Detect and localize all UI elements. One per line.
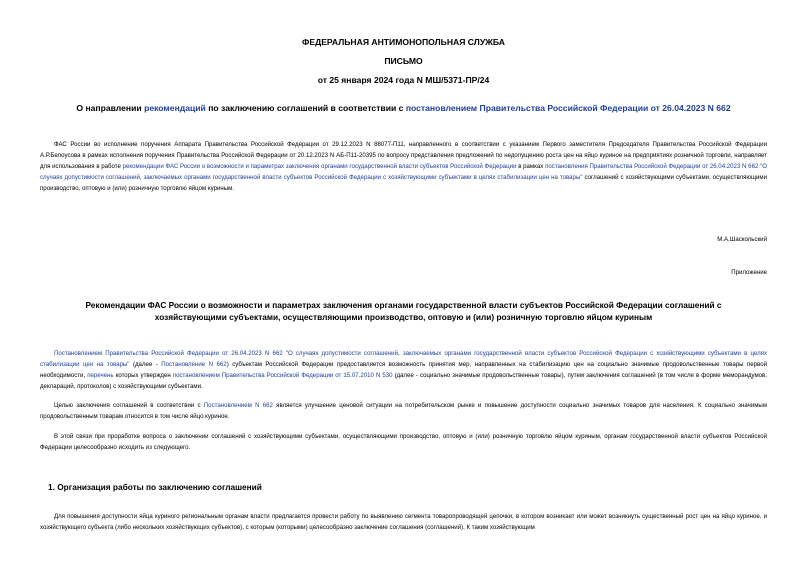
rec-p1-link-resolution-530[interactable]: постановлением Правительства Российской Федерации от 15.07.2010 N 530 — [172, 372, 393, 379]
intro-paragraph — [40, 139, 767, 194]
rec-p1-link-resolution-662[interactable]: Постановлением Правительства Российской Федерации от 26.04.2023 N 662 "О случаях допустимости соглашений, заключаемых органами государственной власти субъектов Российской Федерации с хозяйствующими субъектами в целях стабилизации цен на товары" — [40, 350, 767, 368]
rec-p2-link-resolution-662[interactable]: Постановлением N 662 — [203, 402, 273, 409]
rec-p1-text-3: которых утвержден — [113, 372, 173, 379]
letter-subject — [40, 103, 767, 113]
rec-p1-text-2: ) субъектам Российской Федерации предоставляется возможность принятия мер, направленных на стабилизацию цен на социально значимые продовольственные товары первой необходимости, — [40, 361, 768, 379]
intro-link-recommendations[interactable]: рекомендации ФАС России о возможности и параметрах заключения органами государственной власти субъектов Российской Федерации — [122, 163, 517, 170]
rec-p2-text-1: Целью заключения соглашений в соответствии с — [54, 402, 204, 409]
subject-text-2: по заключению соглашений в соответствии с — [205, 103, 406, 113]
agency-heading: ФЕДЕРАЛЬНАЯ АНТИМОНОПОЛЬНАЯ СЛУЖБА — [302, 37, 505, 47]
rec-p1-text-4: (далее - социально значимые продовольственные товары), путем заключения соглашений (в том числе в форме меморандумов, деклараций, протоколов) с хозяйствующими субъектами. — [40, 372, 767, 390]
section-1-paragraph-1: Для повышения доступности яйца куриного региональным органам власти предлагается провести работу по выявлению сегмента товаропроводящей цепочки, в котором возникает или может возникнуть существенный рост цен на яйцо куриное, и хозяйствующего субъекта (либо нескольких хозяйствующих субъектов), с которым (которыми) целесообразно заключение соглашения (соглашений). К таким хозяйствующим — [40, 513, 767, 531]
rec-p1-text-1: (далее - — [129, 361, 162, 368]
rec-p1-link-resolution-short[interactable]: Постановление N 662 — [161, 361, 227, 368]
recommendations-paragraph-2 — [40, 400, 767, 422]
intro-text-3: соглашений с хозяйствующими субъектами, осуществляющими производство, оптовую и (или) розничную торговлю яйцом куриным. — [40, 174, 767, 192]
recommendations-title: Рекомендации ФАС России о возможности и параметрах заключения органами государственной власти субъектов Российской Федерации соглашений с хозяйствующими субъектами, осуществляющими производство, оптовую и (или) розничную торговлю яйцом куриным — [85, 300, 722, 322]
section-1-heading: 1. Организация работы по заключению соглашений — [48, 482, 262, 492]
doc-date-number: от 25 января 2024 года N МШ/5371-ПР/24 — [317, 75, 490, 85]
intro-text-2: в рамках — [516, 163, 546, 170]
rec-p1-link-list[interactable]: перечень — [87, 372, 114, 379]
doc-type-heading: ПИСЬМО — [384, 56, 423, 66]
subject-link-resolution-662[interactable]: постановлением Правительства Российской Федерации от 26.04.2023 N 662 — [405, 103, 731, 113]
recommendations-paragraph-1 — [40, 348, 767, 392]
intro-text-1: ФАС России во исполнение поручения Аппарата Правительства Российской Федерации от 29.12.2023 N 88077-П11, направленного в соответствии с указанием Первого заместителя Председателя Правительства Российской Федерации А.Р.Белоусова в рамках исполнения поручения Правительства Российской Федерации от 20.12.2023 N АБ-П11-20395 по вопросу представления предложений по недопущению роста цен на яйцо куриное на предприятиях розничной торговли, направляет для использования в работе — [40, 141, 767, 170]
rec-p2-text-2: является улучшение ценовой ситуации на потребительском рынке и повышение доступности социально значимых товаров для населения. К социально значимым продовольственным товарам относится в том числе яйцо куриное. — [40, 402, 768, 420]
subject-text-1: О направлении — [76, 103, 145, 113]
intro-link-resolution-662[interactable]: постановления Правительства Российской Федерации от 26.04.2023 N 662 "О случаях допустимости соглашений, заключаемых органами государственной власти субъектов Российской Федерации с хозяйствующими субъектами в целях стабилизации цен на товары" — [40, 163, 767, 181]
recommendations-paragraph-3: В этой связи при проработке вопроса о заключении соглашений с хозяйствующими субъектами, осуществляющими производство, оптовую и (или) розничную торговлю яйцом куриным, органам государственной власти субъектов Российской Федерации целесообразно исходить из следующего. — [40, 433, 767, 451]
subject-link-recommendations[interactable]: рекомендаций — [144, 103, 206, 113]
signature: М.А.Шаскольский — [717, 236, 767, 243]
appendix-label: Приложение — [731, 269, 767, 276]
